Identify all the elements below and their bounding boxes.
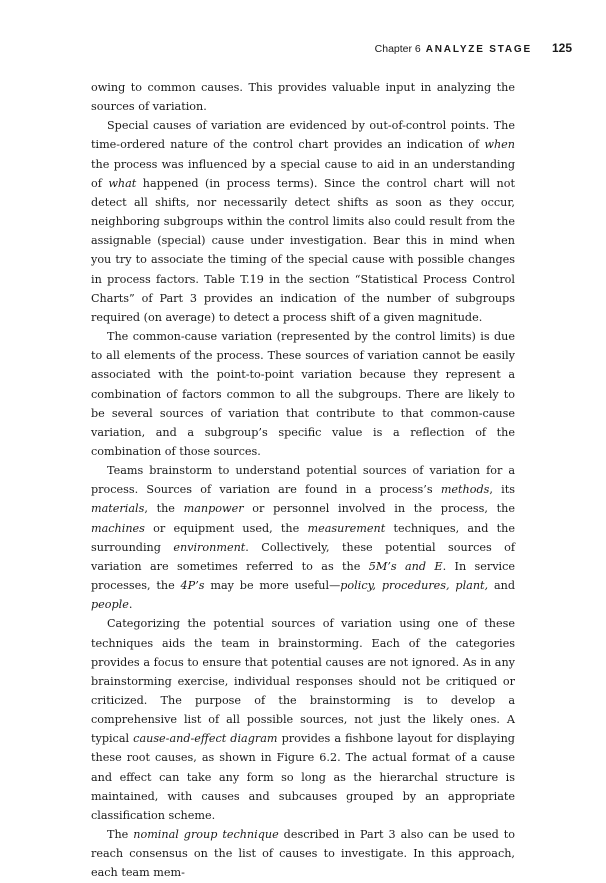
stage-title: ANALYZE STAGE (425, 44, 532, 55)
text-run: happened (in process terms). Since the control chart will not detect all shifts, nor necessarily detect shifts as soon as they occur, neighboring subgroups within the control limits also could result from the assignable (special) cause under investigation. Bear this in mind when you try to associate the timing of the special cause with possible changes in process factors. Table T.19 in the section “Statistical Process Control Charts” of Part 3 provides an indication of the number of subgroups required (on average) to detect a process shift of a given magnitude. (91, 176, 515, 324)
paragraph (91, 461, 515, 614)
italic-term: measurement (307, 521, 386, 535)
text-run: described in Part 3 also can be used to reach consensus on the list of causes to investigate. In this approach, each team mem- (91, 828, 515, 880)
italic-term: policy, procedures, plant, (340, 579, 489, 593)
italic-term: people (91, 598, 129, 612)
paragraph (91, 614, 515, 825)
text-run: Categorizing the potential sources of variation using one of these techniques aids the team in brainstorming. Each of the categories provides a focus to ensure that potential causes are not ignored. As in any brainstorming exercise, individual responses should not be critiqued or criticized. The purpose of the brainstorming is to develop a comprehensive list of all possible sources, not just the likely ones. A typical (91, 617, 515, 746)
italic-term: cause-and-effect diagram (133, 732, 278, 746)
text-run: may be more useful— (204, 579, 341, 593)
chapter-label: Chapter 6 (374, 43, 421, 55)
paragraph (91, 825, 515, 882)
body-text (91, 78, 515, 883)
paragraph (91, 116, 515, 327)
text-run: . In service processes, the (91, 559, 516, 593)
italic-term: environment (173, 540, 246, 554)
text-run: . (128, 598, 133, 612)
text-run: , the (144, 502, 184, 516)
text-run: The common-cause variation (represented by the control limits) is due to all elements of the process. These sources of variation cannot be easily associated with the point-to-point variation because they represent a combination of factors common to all the subgroups. There are likely to be several sources of variation that contribute to that common-cause variation, and a subgroup’s specific value is a reflection of the combination of those sources. (91, 330, 515, 458)
text-run: Special causes of variation are evidenced by out-of-control points. The time-ordered nature of the control chart provides an indication of (91, 119, 515, 152)
italic-term: what (108, 176, 137, 190)
italic-term: nominal group technique (133, 828, 279, 842)
italic-term: materials (91, 502, 145, 516)
paragraph (91, 327, 515, 461)
text-run: provides a fishbone layout for displaying these root causes, as shown in Figure 6.2. The actual format of a cause and effect can take any form so long as the hierarchal structure is maintained, with causes and subcauses grouped by an appropriate classification scheme. (91, 732, 515, 822)
italic-term: 4P’s (180, 579, 205, 593)
text-run: owing to common causes. This provides valuable input in analyzing the sources of variation. (91, 81, 515, 114)
running-header (375, 41, 572, 57)
text-run: or equipment used, the (144, 521, 308, 535)
page-number: 125 (551, 41, 572, 55)
text-run: and (488, 579, 515, 593)
italic-term: 5M’s and E (368, 559, 443, 573)
italic-term: machines (91, 521, 145, 535)
text-run: . Collectively, these potential sources of variation are sometimes referred to as the (91, 540, 516, 573)
text-run: Teams brainstorm to understand potential sources of variation for a process. Sources of variation are found in a process’s (91, 464, 515, 497)
text-run: or personnel involved in the process, the (243, 502, 515, 516)
italic-term: methods (440, 483, 490, 497)
italic-term: manpower (183, 502, 244, 516)
text-run: the process was influenced by a special cause to aid in an understanding of (91, 157, 515, 190)
text-run: The (107, 828, 134, 842)
text-run: , its (489, 483, 515, 497)
italic-term: when (484, 138, 515, 152)
paragraph (91, 78, 515, 116)
text-run: techniques, and the surrounding (91, 521, 515, 554)
